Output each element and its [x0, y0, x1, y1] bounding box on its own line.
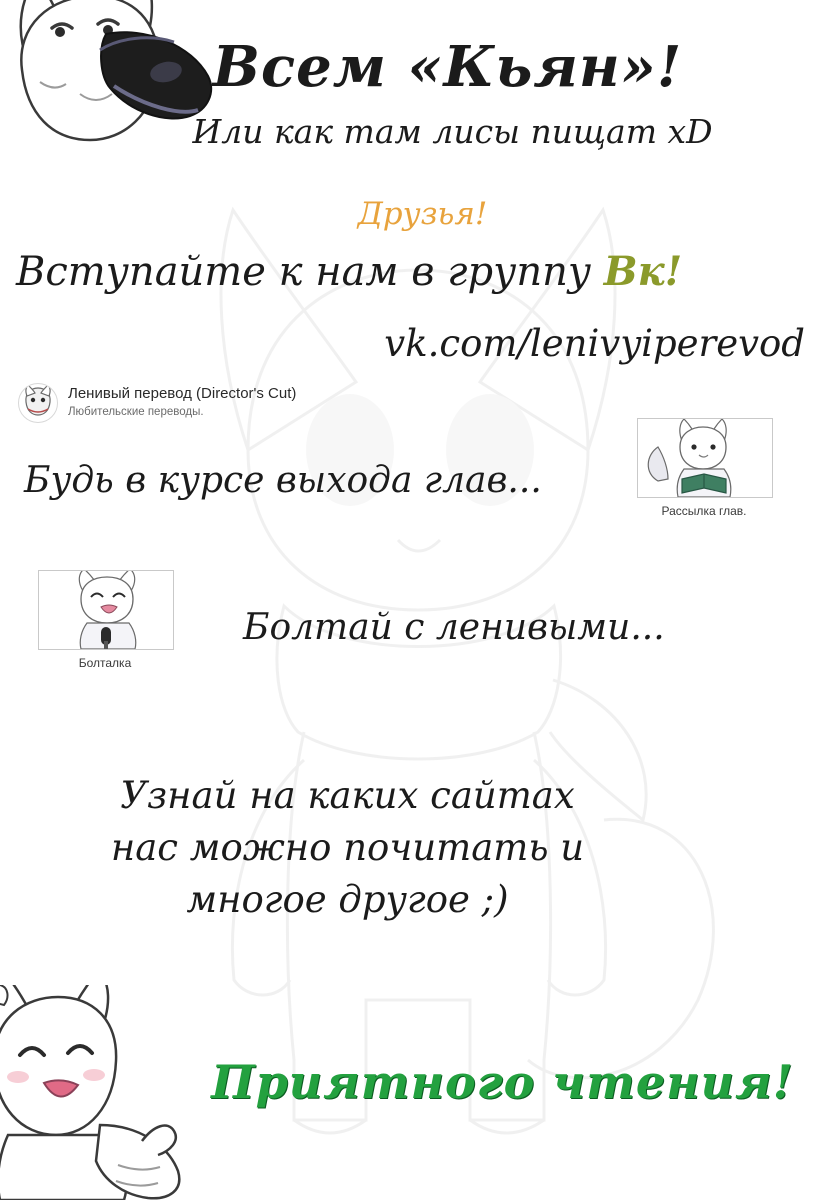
vk-group-name: Ленивый перевод (Director's Cut) [68, 385, 297, 402]
bottom-headline: Приятного чтения! [211, 1055, 794, 1109]
join-group-line [16, 248, 716, 295]
page-headline: Всем «Кьян»! [212, 34, 683, 100]
fox-reading-book-icon [637, 418, 773, 498]
join-group-vk-word: Вк! [603, 248, 683, 295]
thumbnail-chat-caption: Болталка [78, 656, 132, 670]
fox-with-microphone-icon [38, 570, 174, 650]
sites-info-line-2: нас можно почитать и [110, 826, 585, 869]
friends-label: Друзья! [357, 196, 488, 232]
vk-group-description: Любительские переводы. [68, 406, 204, 418]
chat-line-text: Болтай с ленивыми... [243, 607, 665, 648]
sites-info-line-3: многое другое ;) [186, 878, 509, 921]
join-group-prefix: Вступайте к нам в группу [16, 249, 604, 295]
page-subheadline: Или как там лисы пищат xD [192, 112, 713, 151]
fox-avatar-icon [18, 383, 58, 423]
sites-info-line-1: Узнай на каких сайтах [120, 774, 575, 817]
vk-group-card[interactable] [18, 383, 296, 423]
thumbnail-chat[interactable] [38, 570, 172, 670]
thumbnail-news[interactable] [637, 418, 771, 518]
thumbnail-news-caption: Рассылка глав. [661, 504, 747, 518]
vk-group-card-text [68, 383, 296, 420]
sites-info-block [0, 770, 835, 926]
vk-group-url[interactable]: vk.com/lenivyiperevod [384, 322, 805, 365]
news-line-text: Будь в курсе выхода глав... [24, 460, 542, 501]
